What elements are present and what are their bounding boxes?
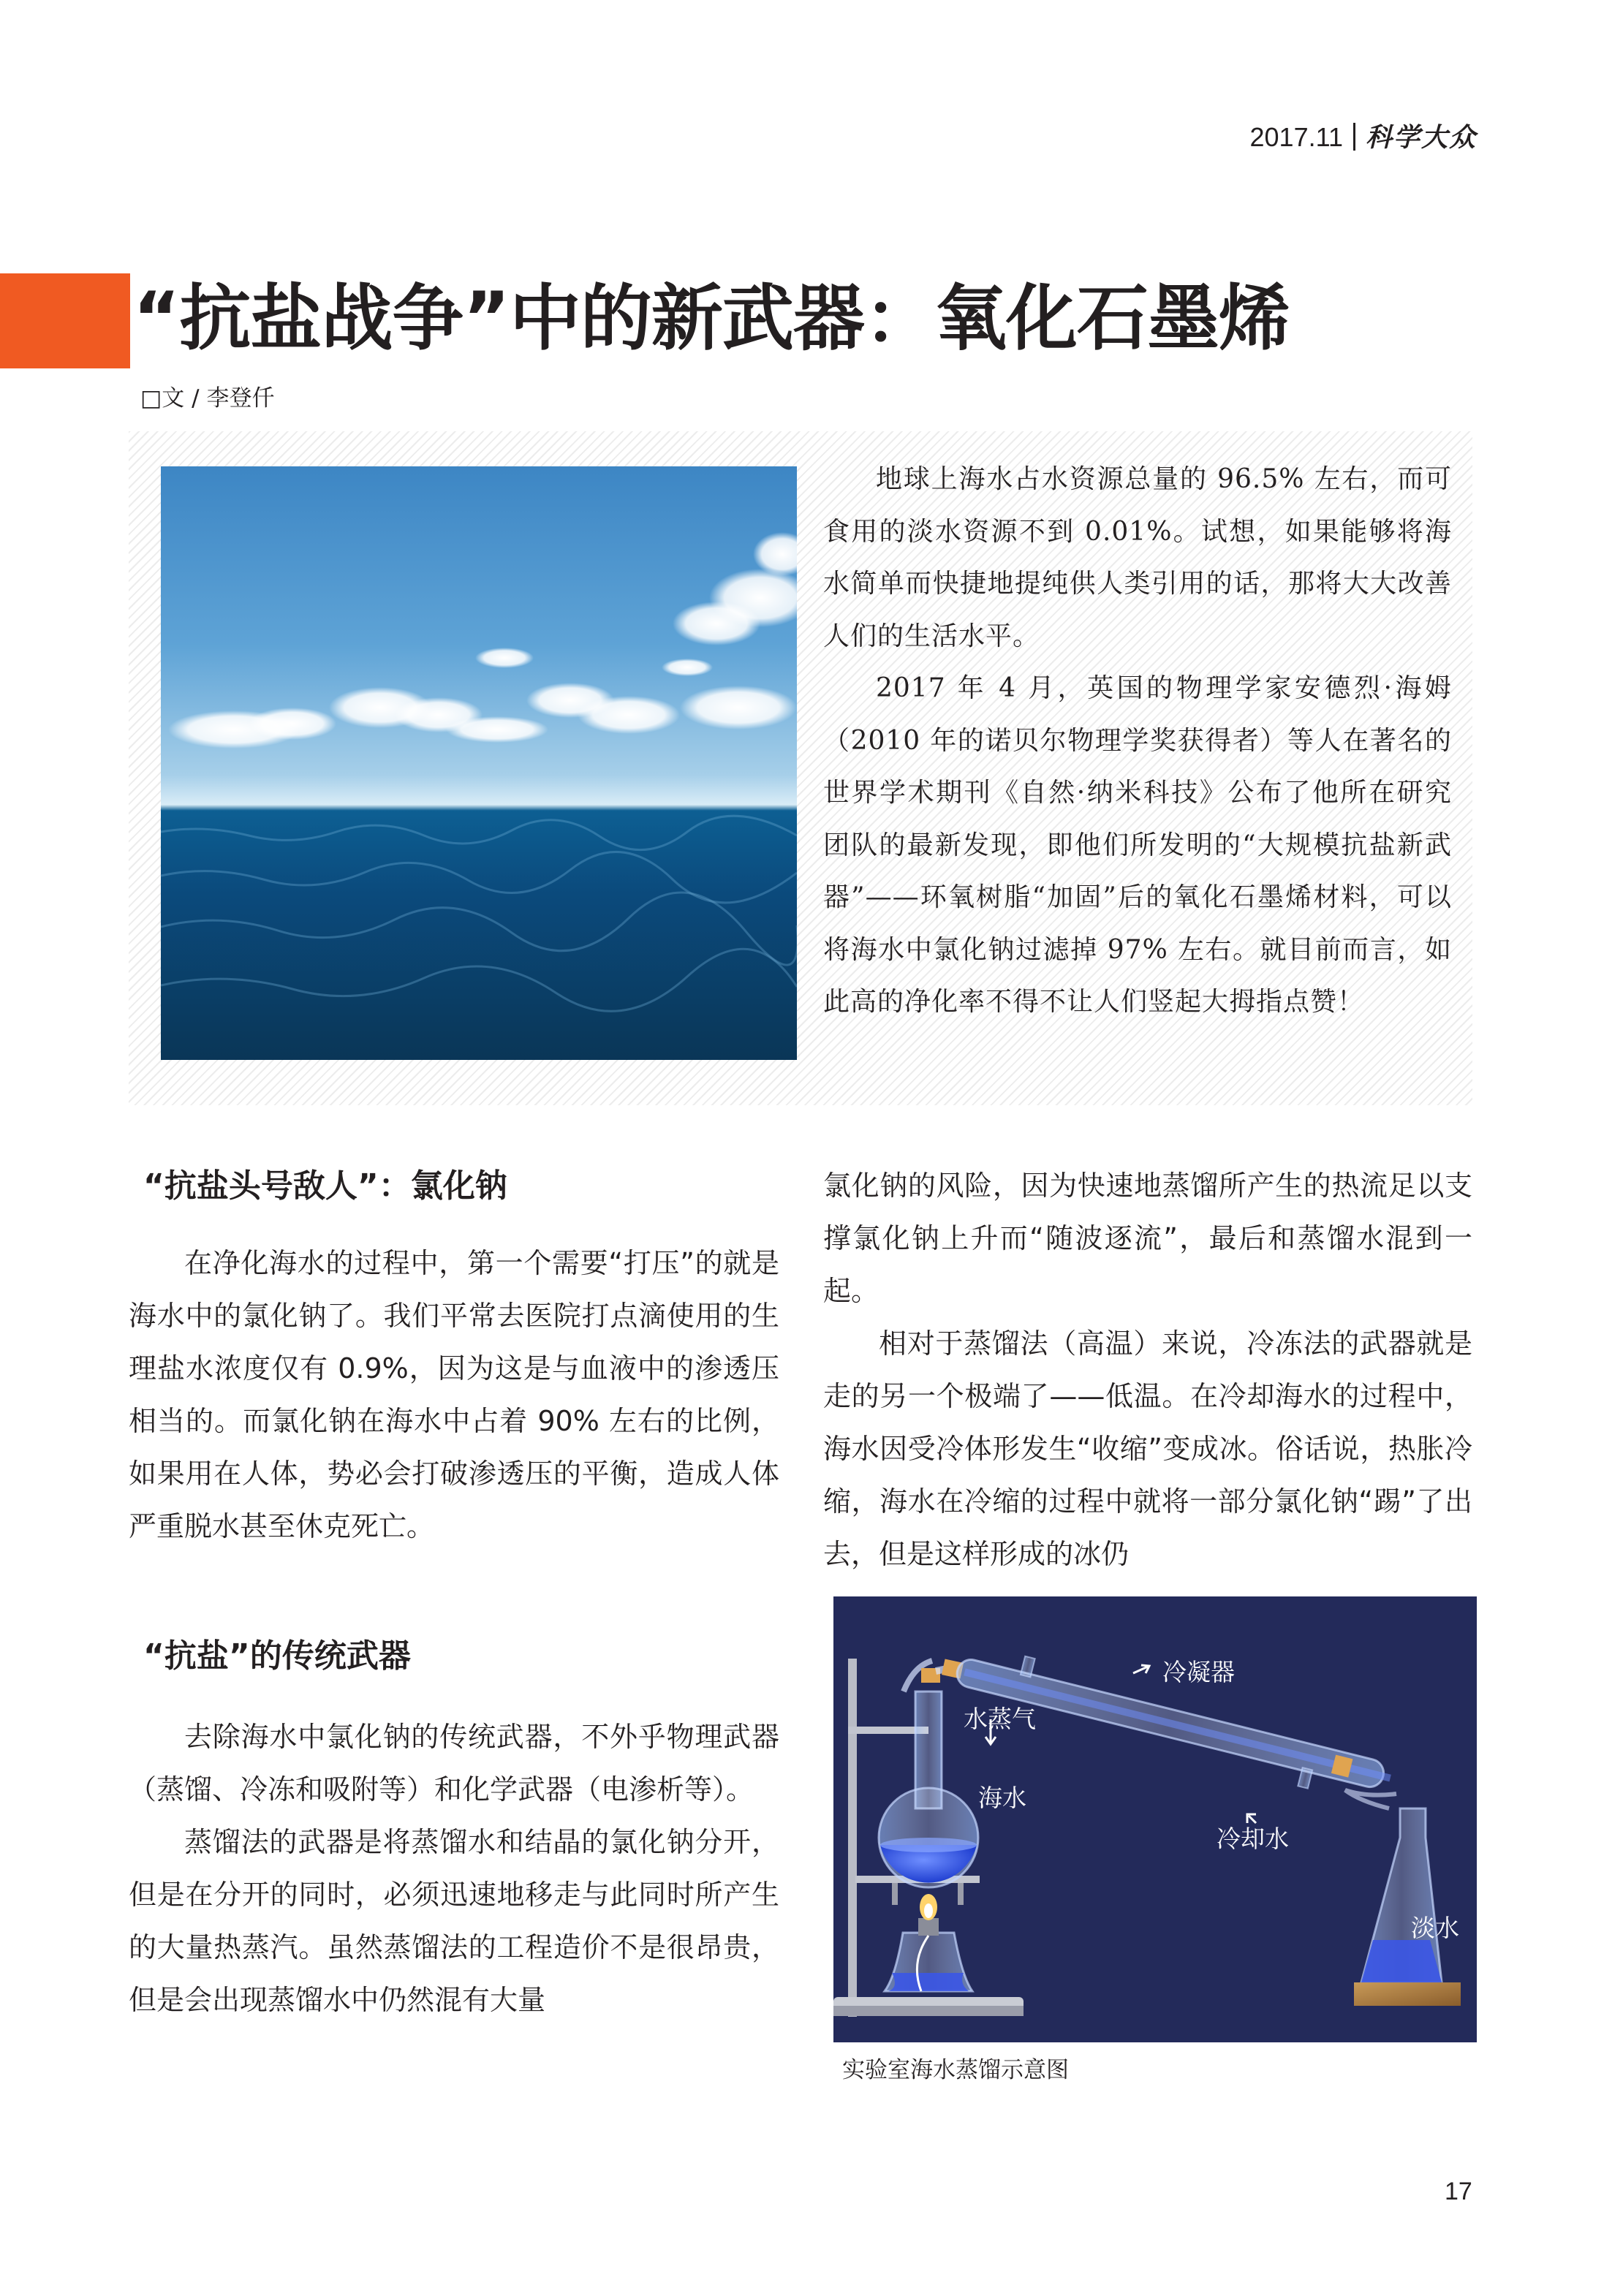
issue-date: 2017.11: [1249, 122, 1343, 152]
intro-paragraph: 地球上海水占水资源总量的 96.5% 左右，而可食用的淡水资源不到 0.01%。试想，如果能够将海水简单而快捷地提纯供人类引用的话，那将大大改善人们的生活水平。: [823, 464, 1452, 651]
distillation-diagram: [833, 1596, 1477, 2042]
section-heading: “抗盐”的传统武器: [143, 1637, 411, 1675]
section-body: [129, 1237, 779, 1553]
label-condenser: 冷凝器: [1162, 1658, 1235, 1686]
section-heading: “抗盐头号敌人”：氯化钠: [143, 1167, 507, 1205]
page-number: 17: [1445, 2178, 1472, 2205]
section-body: [129, 1710, 779, 2026]
body-paragraph: 氯化钠的风险，因为快速地蒸馏所产生的热流足以支撑氯化钠上升而“随波逐流”，最后和蒸馏水混到一起。: [823, 1170, 1472, 1307]
header-divider: [1353, 123, 1355, 151]
figure-caption: 实验室海水蒸馏示意图: [842, 2057, 1069, 2083]
right-column: [823, 1159, 1472, 1580]
intro-text: [823, 453, 1452, 1028]
body-paragraph: 在净化海水的过程中，第一个需要“打压”的就是海水中的氯化钠了。我们平常去医院打点滴使用的生理盐水浓度仅有 0.9%，因为这是与血液中的渗透压相当的。而氯化钠在海水中占着 90% 左右的比例，如果用在人体，势必会打破渗透压的平衡，造成人体严重脱水甚至休克死亡。: [129, 1247, 779, 1542]
label-seawater: 海水: [978, 1784, 1026, 1812]
page-header: [1250, 121, 1477, 154]
distillation-apparatus: [833, 1596, 1477, 2042]
label-cooling-water: 冷却水: [1217, 1825, 1289, 1853]
byline: □文 / 李登仟: [140, 385, 275, 412]
body-paragraph: 蒸馏法的武器是将蒸馏水和结晶的氯化钠分开，但是在分开的同时，必须迅速地移走与此同时所产生的大量热蒸汽。虽然蒸馏法的工程造价不是很昂贵，但是会出现蒸馏水中仍然混有大量: [129, 1826, 779, 2016]
body-paragraph: 相对于蒸馏法（高温）来说，冷冻法的武器就是走的另一个极端了——低温。在冷却海水的过程中，海水因受冷体形发生“收缩”变成冰。俗话说，热胀冷缩，海水在冷缩的过程中就将一部分氯化钠“踢”了出去，但是这样形成的冰仍: [823, 1327, 1472, 1570]
label-vapor: 水蒸气: [964, 1705, 1036, 1733]
sea-photo: [161, 466, 797, 1060]
title-accent-bar: [0, 273, 130, 368]
body-paragraph: 去除海水中氯化钠的传统武器，不外乎物理武器（蒸馏、冷冻和吸附等）和化学武器（电渗析等）。: [129, 1721, 779, 1806]
sea-photo-art: [161, 466, 797, 1060]
intro-paragraph: 2017 年 4 月，英国的物理学家安德烈·海姆（2010 年的诺贝尔物理学奖获得者）等人在著名的世界学术期刊《自然·纳米科技》公布了他所在研究团队的最新发现，即他们所发明的“大规模抗盐新武器”——环氧树脂“加固”后的氧化石墨烯材料，可以将海水中氯化钠过滤掉 97% 左右。就目前而言，如此高的净化率不得不让人们竖起大拇指点赞！: [823, 673, 1452, 1017]
article-title: “抗盐战争”中的新武器：氧化石墨烯: [133, 277, 1290, 360]
magazine-name: 科学大众: [1365, 122, 1477, 153]
label-fresh-water: 淡水: [1411, 1914, 1459, 1942]
